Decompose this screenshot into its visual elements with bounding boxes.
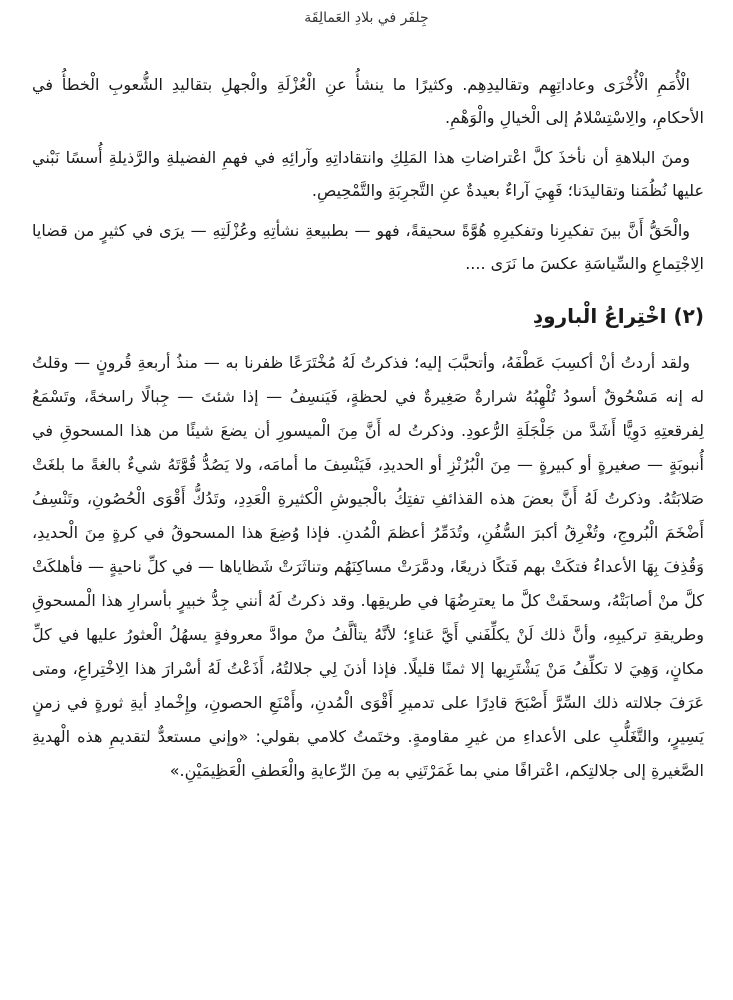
running-header: جِلفَر في بلادِ العَمالِقَة [304,10,429,26]
paragraph-1: الْأُمَمِ الْأُخْرَى وعاداتِهِم وتقاليدِهِم. وكثيرًا ما ينشأُ عنِ الْعُزْلَةِ والْجهلِ بتقاليدِ الشُّعوبِ الْخطأُ في الأحكامِ، والِاسْتِسْلامُ إلى الْخيالِ والْوَهْمِ. [32,75,704,127]
section-heading: (٢) اخْتِراعُ الْبارودِ [532,304,704,328]
page-body [32,68,704,788]
paragraph-2: ومنَ البلاهةِ أن نأخذَ كلَّ اعْتراضاتِ هذا المَلِكِ وانتقاداتِهِ وآرائِهِ في فهمِ الفضيلةِ والرَّذيلةِ أُسسًا نَبْني عليها نُظُمَنا وتقاليدَنا؛ فَهِيَ آراءٌ بعيدةٌ عنِ التَّجرِبَةِ والتَّمْحِيصِ. [32,148,704,200]
paragraph-3: والْحَقُّ أَنَّ بينَ تفكيرِنا وتفكيرِهِ هُوَّةً سحيقةً، فهو — بطبيعةِ نشأتِهِ وعُزْلَتِهِ — يرَى في كثيرٍ من قضايا الِاجْتِماعِ والسِّياسَةِ عكسَ ما نَرَى .... [32,221,704,273]
section-paragraph: ولقد أردتُ أنْ أكسِبَ عَطْفَهُ، وأتحبَّبَ إليه؛ فذكرتُ لَهُ مُخْتَرَعًا ظفرنا به — منذُ أربعةِ قُرونٍ — وقلتُ له إنه مَسْحُوقٌ أسودُ تُلْهِبُهُ شرارةٌ صَغِيرةٌ في لحظةٍ، فَيَنسِفُ — إذا شئتَ — جِبالًا راسخةً، وتَسْمَعُ لِفرقعتِهِ دَوِيًّا أَشَدَّ من جَلْجَلَةِ الرُّعودِ. وذكرتُ له أَنَّ مِنَ الْميسورِ أن يضعَ شيئًا من هذا المسحوقِ في أُنبوبَةٍ — صغيرةٍ أو كبيرةٍ — مِنَ الْبُرُنْزِ أو الحديدِ، فَيَنْسِفَ ما أمامَه، ولا يَصُدُّ قُوَّتَهُ شيءٌ بالغةً ما بلغَتْ صَلابَتُهُ. وذكرتُ لَهُ أَنَّ بعضَ هذه القذائفِ تفتِكُ بالْجيوشِ الْكثيرةِ الْعَدِدِ، وتَدُكُّ أَقْوَى الْحُصُونِ، وتَنْسِفُ أَضْخَمَ الْبُروجِ، وتُغْرِقُ أكبرَ السُّفُنِ، وتُدَمِّرُ أعظمَ الْمُدنِ. فإذا وُضِعَ هذا المسحوقُ في كرةٍ مِنَ الْحديدِ، وَقُذِفَ بِهَا الأعداءُ فتكَتْ بهم فَتكًا ذريعًا، ودمَّرَتْ مساكِنَهُم وتناثَرَتْ شَظاياها — في كلِّ ناحيةٍ — فأهلكَتْ كلَّ منْ أصابَتْهُ، وسحقَتْ كلَّ ما يعترِضُهَا في طريقِها. وقد ذكرتُ لَهُ أنني جِدُّ خبيرٍ بأسرارِ هذا الْمسحوقِ وطريقةِ تركيبِهِ، وأنَّ ذلك لَنْ يكلِّفَني أَيَّ عَناءٍ؛ لأنَّهُ يتألَّفُ منْ موادَّ معروفةٍ يسهُلُ الْعثورُ عليها في كلِّ مكانٍ، وَهِيَ لا تكلِّفُ مَنْ يَشْتَرِيها إلا ثمنًا قليلًا. فإذا أذنَ لِي جلالتُهُ، أَذَعْتُ لَهُ أسْرارَ هذا الِاخْتِراعِ، ومتى عَرَفَ جلالته ذلك السِّرَّ أَصْبَحَ قادِرًا على تدميرِ أَقْوَى الْمُدنِ، وأَمْنَعِ الحصونِ، وإِخْمادِ أيةِ ثورةٍ في زمنٍ يَسِيرٍ، والتَّغَلُّبِ على الأعداءِ من غيرِ مقاومةٍ. وختَمتُ كلامي بقولي: «وإني مستعدٌّ لتقديمِ هذه الْهديةِ الصَّغيرةِ إلى جلالتِكم، اعْترافًا مني بما غَمَرْتَنِي به مِنَ الرِّعايةِ والْعَطفِ الْعَظِيمَيْنِ.» [32,353,704,780]
